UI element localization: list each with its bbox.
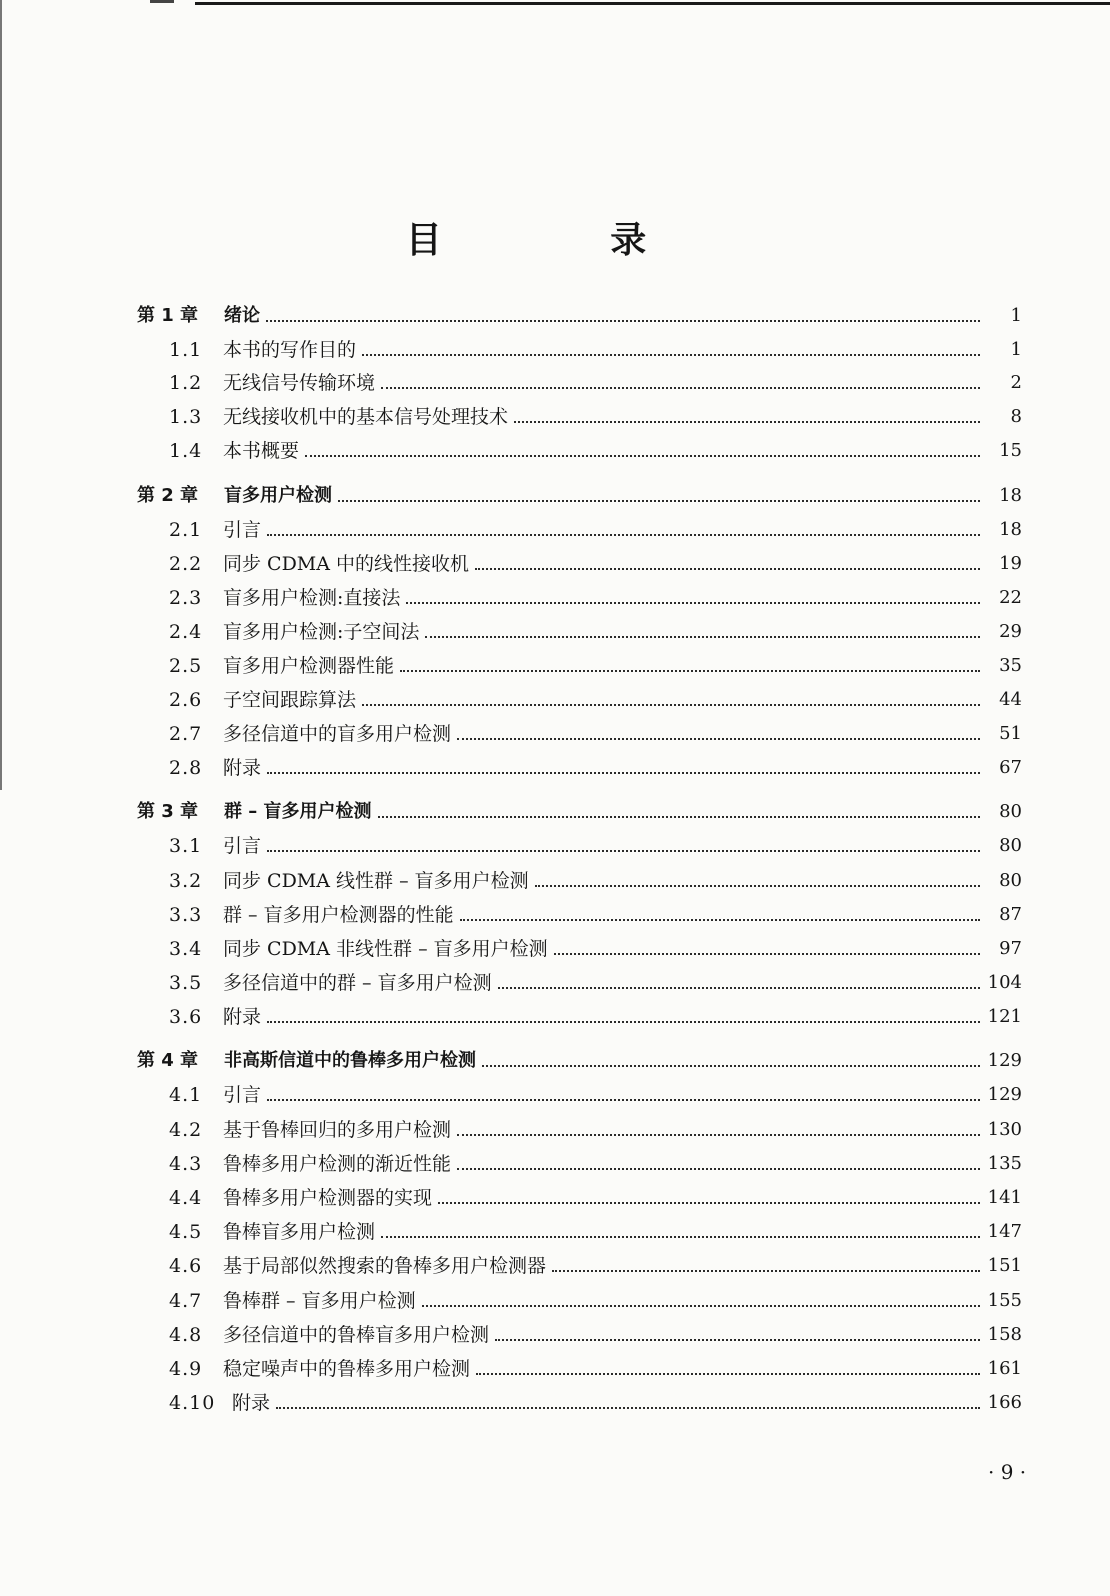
toc-page-number: 129 (987, 1050, 1022, 1071)
toc-number: 3.4 (169, 938, 203, 960)
page-number: · 9 · (988, 1460, 1027, 1484)
toc-page-number: 80 (999, 801, 1022, 822)
dot-leader (378, 816, 980, 818)
toc-section-row[interactable] (0, 900, 1110, 930)
toc-section-row[interactable] (0, 1354, 1110, 1384)
toc-chapter-row[interactable] (0, 797, 1110, 827)
toc-title: 群 – 盲多用户检测器的性能 (223, 904, 454, 926)
toc-title: 同步 CDMA 中的线性接收机 (223, 553, 470, 575)
dot-leader (554, 953, 980, 955)
toc-page-number: 135 (987, 1153, 1022, 1174)
toc-title: 附录 (223, 757, 262, 779)
toc-number: 第 4 章 (137, 1050, 199, 1071)
toc-number: 2.2 (169, 553, 203, 575)
dot-leader (267, 534, 980, 536)
toc-title: 多径信道中的鲁棒盲多用户检测 (223, 1324, 490, 1346)
toc-section-row[interactable] (0, 515, 1110, 545)
dot-leader (422, 1305, 980, 1307)
toc-number: 第 1 章 (137, 305, 199, 326)
toc-page-number: 155 (987, 1290, 1022, 1311)
toc-section-row[interactable] (0, 866, 1110, 896)
dot-leader (381, 387, 980, 389)
dot-leader (400, 670, 980, 672)
toc-number: 2.3 (169, 587, 203, 609)
dot-leader (267, 1099, 980, 1101)
dot-leader (460, 919, 980, 921)
toc-title: 附录 (223, 1006, 262, 1028)
toc-page-number: 97 (999, 938, 1022, 959)
toc-page-number: 1 (1010, 305, 1022, 326)
dot-leader (482, 1065, 980, 1067)
toc-page-number: 161 (987, 1358, 1022, 1379)
toc-page-number: 121 (987, 1006, 1022, 1027)
toc-page-number: 1 (1010, 339, 1022, 360)
dot-leader (276, 1407, 980, 1409)
toc-number: 4.2 (169, 1119, 203, 1141)
toc-title: 基于鲁棒回归的多用户检测 (223, 1119, 452, 1141)
toc-number: 4.8 (169, 1324, 203, 1346)
toc-section-row[interactable] (0, 1080, 1110, 1110)
toc-section-row[interactable] (0, 1251, 1110, 1281)
toc-section-row[interactable] (0, 1217, 1110, 1247)
dot-leader (305, 455, 980, 457)
dot-leader (338, 500, 980, 502)
toc-number: 1.3 (169, 406, 203, 428)
toc-page-number: 130 (987, 1119, 1022, 1140)
toc-section-row[interactable] (0, 651, 1110, 681)
toc-number: 1.1 (169, 339, 203, 361)
toc-number: 3.5 (169, 972, 203, 994)
toc-page-number: 35 (999, 655, 1022, 676)
toc-number: 2.5 (169, 655, 203, 677)
toc-section-row[interactable] (0, 1002, 1110, 1032)
toc-title: 本书的写作目的 (223, 339, 357, 361)
toc-number: 4.10 (169, 1392, 216, 1414)
toc-page-number: 104 (987, 972, 1022, 993)
toc-section-row[interactable] (0, 617, 1110, 647)
toc-number: 2.1 (169, 519, 203, 541)
dot-leader (362, 704, 980, 706)
toc-title: 鲁棒群 – 盲多用户检测 (223, 1290, 416, 1312)
toc-page-number: 2 (1010, 372, 1022, 393)
toc-number: 1.4 (169, 440, 203, 462)
dot-leader (267, 1021, 980, 1023)
toc-number: 4.4 (169, 1187, 203, 1209)
toc-page-number: 18 (999, 485, 1022, 506)
dot-leader (381, 1236, 980, 1238)
toc-page-number: 67 (999, 757, 1022, 778)
toc-section-row[interactable] (0, 753, 1110, 783)
toc-number: 4.5 (169, 1221, 203, 1243)
toc-title: 多径信道中的盲多用户检测 (223, 723, 452, 745)
toc-page-number: 158 (987, 1324, 1022, 1345)
toc-section-row[interactable] (0, 719, 1110, 749)
toc-section-row[interactable] (0, 831, 1110, 861)
toc-chapter-row[interactable] (0, 1046, 1110, 1076)
toc-title: 鲁棒盲多用户检测 (223, 1221, 376, 1243)
dot-leader (362, 354, 980, 356)
toc-title: 同步 CDMA 非线性群 – 盲多用户检测 (223, 938, 548, 960)
toc-page-number: 129 (987, 1084, 1022, 1105)
toc-number: 4.6 (169, 1255, 203, 1277)
toc-number: 4.9 (169, 1358, 203, 1380)
toc-title: 引言 (223, 519, 262, 541)
toc-section-row[interactable] (0, 368, 1110, 398)
dot-leader (457, 1168, 980, 1170)
dot-leader (476, 1373, 980, 1375)
toc-title: 无线接收机中的基本信号处理技术 (223, 406, 509, 428)
dot-leader (457, 738, 980, 740)
dot-leader (266, 320, 980, 322)
toc-section-row[interactable] (0, 549, 1110, 579)
toc-number: 2.7 (169, 723, 203, 745)
toc-number: 1.2 (169, 372, 203, 394)
toc-number: 第 3 章 (137, 801, 199, 822)
toc-chapter-row[interactable] (0, 301, 1110, 331)
toc-section-row[interactable] (0, 1320, 1110, 1350)
toc-page-number: 44 (999, 689, 1022, 710)
toc-page-number: 29 (999, 621, 1022, 642)
toc-title: 盲多用户检测 (224, 485, 332, 506)
toc-page-number: 51 (999, 723, 1022, 744)
dot-leader (267, 772, 980, 774)
toc-page-number: 147 (987, 1221, 1022, 1242)
toc-section-row[interactable] (0, 1388, 1110, 1418)
toc-title: 多径信道中的群 – 盲多用户检测 (223, 972, 492, 994)
toc-section-row[interactable] (0, 436, 1110, 466)
toc-number: 4.3 (169, 1153, 203, 1175)
toc-number: 4.1 (169, 1084, 203, 1106)
toc-section-row[interactable] (0, 1149, 1110, 1179)
toc-section-row[interactable] (0, 583, 1110, 613)
toc-title: 基于局部似然搜索的鲁棒多用户检测器 (223, 1255, 547, 1277)
toc-title: 稳定噪声中的鲁棒多用户检测 (223, 1358, 471, 1380)
toc-title: 鲁棒多用户检测的渐近性能 (223, 1153, 452, 1175)
dot-leader (267, 850, 980, 852)
toc-title: 引言 (223, 835, 262, 857)
toc-number: 3.3 (169, 904, 203, 926)
toc-title: 子空间跟踪算法 (223, 689, 357, 711)
toc-section-row[interactable] (0, 402, 1110, 432)
toc-number: 2.6 (169, 689, 203, 711)
toc-title: 同步 CDMA 线性群 – 盲多用户检测 (223, 870, 529, 892)
toc-number: 第 2 章 (137, 485, 199, 506)
toc-page-number: 80 (999, 870, 1022, 891)
toc-title: 绪论 (224, 305, 260, 326)
dot-leader (438, 1202, 980, 1204)
toc-title: 无线信号传输环境 (223, 372, 376, 394)
dot-leader (457, 1134, 980, 1136)
toc-page-number: 80 (999, 835, 1022, 856)
toc-title: 群 – 盲多用户检测 (224, 801, 372, 822)
dot-leader (425, 636, 980, 638)
toc-section-row[interactable] (0, 1286, 1110, 1316)
dot-leader (406, 602, 980, 604)
toc-chapter-row[interactable] (0, 481, 1110, 511)
toc-number: 3.2 (169, 870, 203, 892)
toc-page-number: 19 (999, 553, 1022, 574)
toc-number: 3.6 (169, 1006, 203, 1028)
toc-page-number: 8 (1010, 406, 1022, 427)
page-title: 目 录 (405, 220, 725, 261)
toc-page-number: 15 (999, 440, 1022, 461)
dot-leader (514, 421, 980, 423)
toc-title: 盲多用户检测:直接法 (223, 587, 401, 609)
toc-title: 盲多用户检测器性能 (223, 655, 395, 677)
toc-section-row[interactable] (0, 968, 1110, 998)
toc-page-number: 18 (999, 519, 1022, 540)
toc-page-number: 22 (999, 587, 1022, 608)
toc-page-number: 166 (987, 1392, 1022, 1413)
toc-page-number: 141 (987, 1187, 1022, 1208)
dot-leader (552, 1270, 980, 1272)
toc-section-row[interactable] (0, 335, 1110, 365)
toc-title: 鲁棒多用户检测器的实现 (223, 1187, 433, 1209)
toc-section-row[interactable] (0, 685, 1110, 715)
toc-title: 本书概要 (223, 440, 300, 462)
toc-title: 非高斯信道中的鲁棒多用户检测 (224, 1050, 476, 1071)
toc-number: 2.8 (169, 757, 203, 779)
toc-number: 3.1 (169, 835, 203, 857)
dot-leader (495, 1339, 980, 1341)
toc-section-row[interactable] (0, 1183, 1110, 1213)
dot-leader (475, 568, 980, 570)
toc-number: 4.7 (169, 1290, 203, 1312)
dot-leader (498, 987, 980, 989)
toc-section-row[interactable] (0, 1115, 1110, 1145)
toc-number: 2.4 (169, 621, 203, 643)
toc-title: 附录 (232, 1392, 271, 1414)
toc-title: 盲多用户检测:子空间法 (223, 621, 420, 643)
toc-title: 引言 (223, 1084, 262, 1106)
toc-page-number: 87 (999, 904, 1022, 925)
toc-section-row[interactable] (0, 934, 1110, 964)
toc-page-number: 151 (987, 1255, 1022, 1276)
dot-leader (535, 885, 980, 887)
